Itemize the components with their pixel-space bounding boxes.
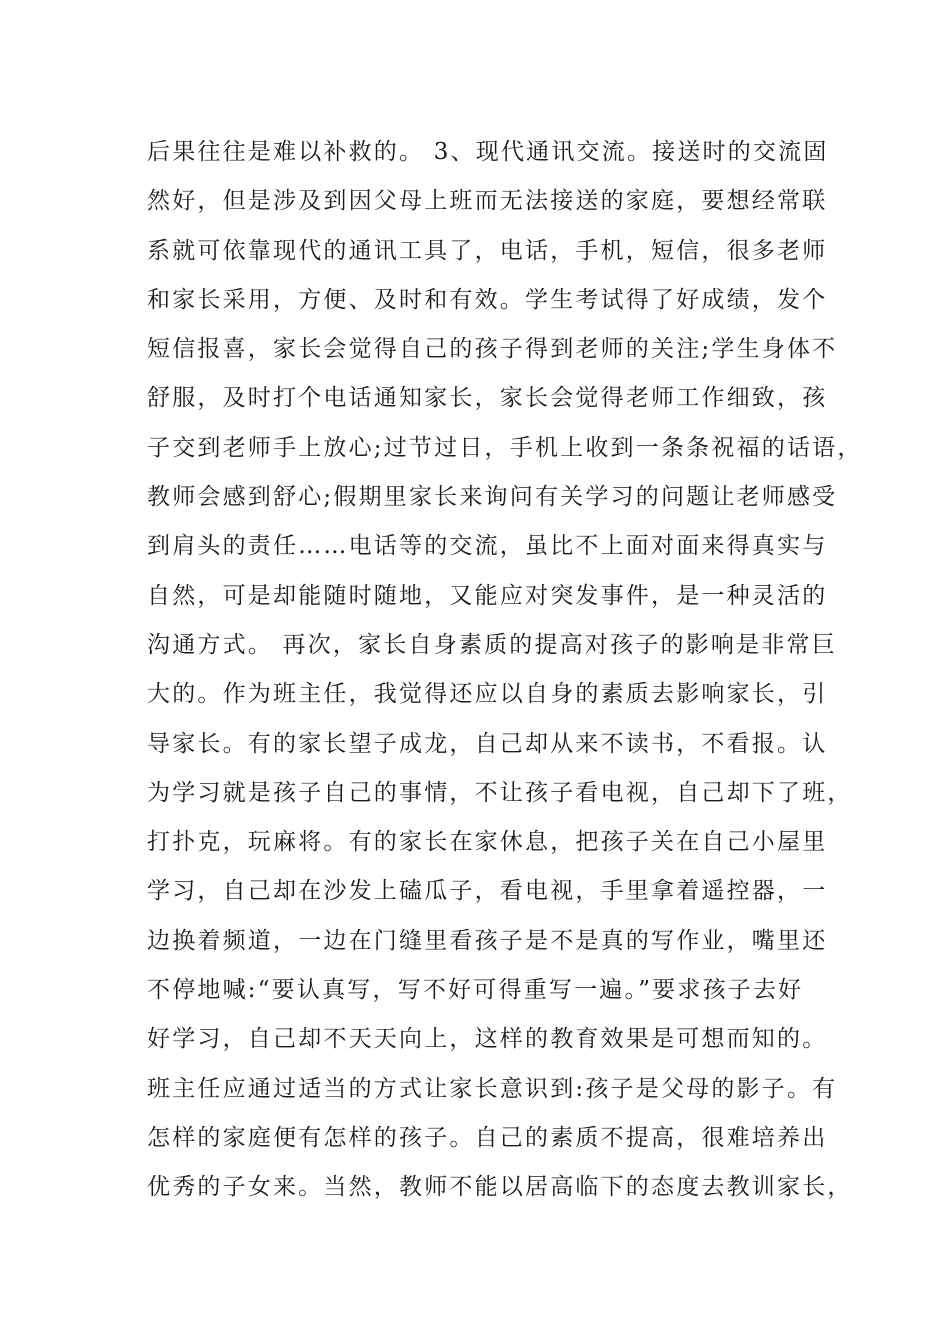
text-line: 学习，自己却在沙发上磕瓜子，看电视，手里拿着遥控器，一 [147, 878, 828, 905]
text-line: 后果往往是难以补救的。 3、现代通讯交流。接送时的交流固 [147, 139, 829, 165]
text-line: 和家长采用，方便、及时和有效。学生考试得了好成绩，发个 [147, 286, 828, 313]
text-line: 大的。作为班主任，我觉得还应以自身的素质去影响家长，引 [147, 681, 828, 708]
text-line: 舒服，及时打个电话通知家长，家长会觉得老师工作细致，孩 [147, 385, 828, 412]
text-line: 沟通方式。 再次，家长自身素质的提高对孩子的影响是非常巨 [147, 631, 837, 658]
text-line: 班主任应通过适当的方式让家长意识到:孩子是父母的影子。有 [147, 1075, 838, 1102]
text-line: 自然，可是却能随时随地，又能应对突发事件，是一种灵活的 [147, 582, 828, 609]
text-line: 不停地喊:“要认真写，写不好可得重写一遍。”要求孩子去好 [147, 977, 804, 1004]
text-line: 系就可依靠现代的通讯工具了，电话，手机，短信，很多老师 [147, 237, 828, 264]
body-text [147, 128, 863, 1213]
text-line: 教师会感到舒心;假期里家长来询问有关学习的问题让老师感受 [147, 484, 838, 511]
text-line: 为学习就是孩子自己的事情，不让孩子看电视，自己却下了班， [147, 779, 853, 806]
text-line: 边换着频道，一边在门缝里看孩子是不是真的写作业，嘴里还 [147, 927, 828, 954]
text-line: 短信报喜，家长会觉得自己的孩子得到老师的关注;学生身体不 [147, 336, 838, 363]
text-line: 怎样的家庭便有怎样的孩子。自己的素质不提高，很难培养出 [147, 1124, 828, 1151]
text-line: 打扑克，玩麻将。有的家长在家休息，把孩子关在自己小屋里 [147, 829, 828, 856]
text-line: 子交到老师手上放心;过节过日，手机上收到一条条祝福的话语， [147, 434, 863, 461]
text-line: 好学习，自己却不天天向上，这样的教育效果是可想而知的。 [147, 1026, 828, 1053]
text-line: 优秀的子女来。当然，教师不能以居高临下的态度去教训家长， [147, 1174, 853, 1201]
text-line: 导家长。有的家长望子成龙，自己却从来不读书，不看报。认 [147, 730, 828, 757]
text-line: 到肩头的责任……电话等的交流，虽比不上面对面来得真实与 [147, 533, 828, 560]
text-line: 然好，但是涉及到因父母上班而无法接送的家庭，要想经常联 [147, 188, 828, 215]
